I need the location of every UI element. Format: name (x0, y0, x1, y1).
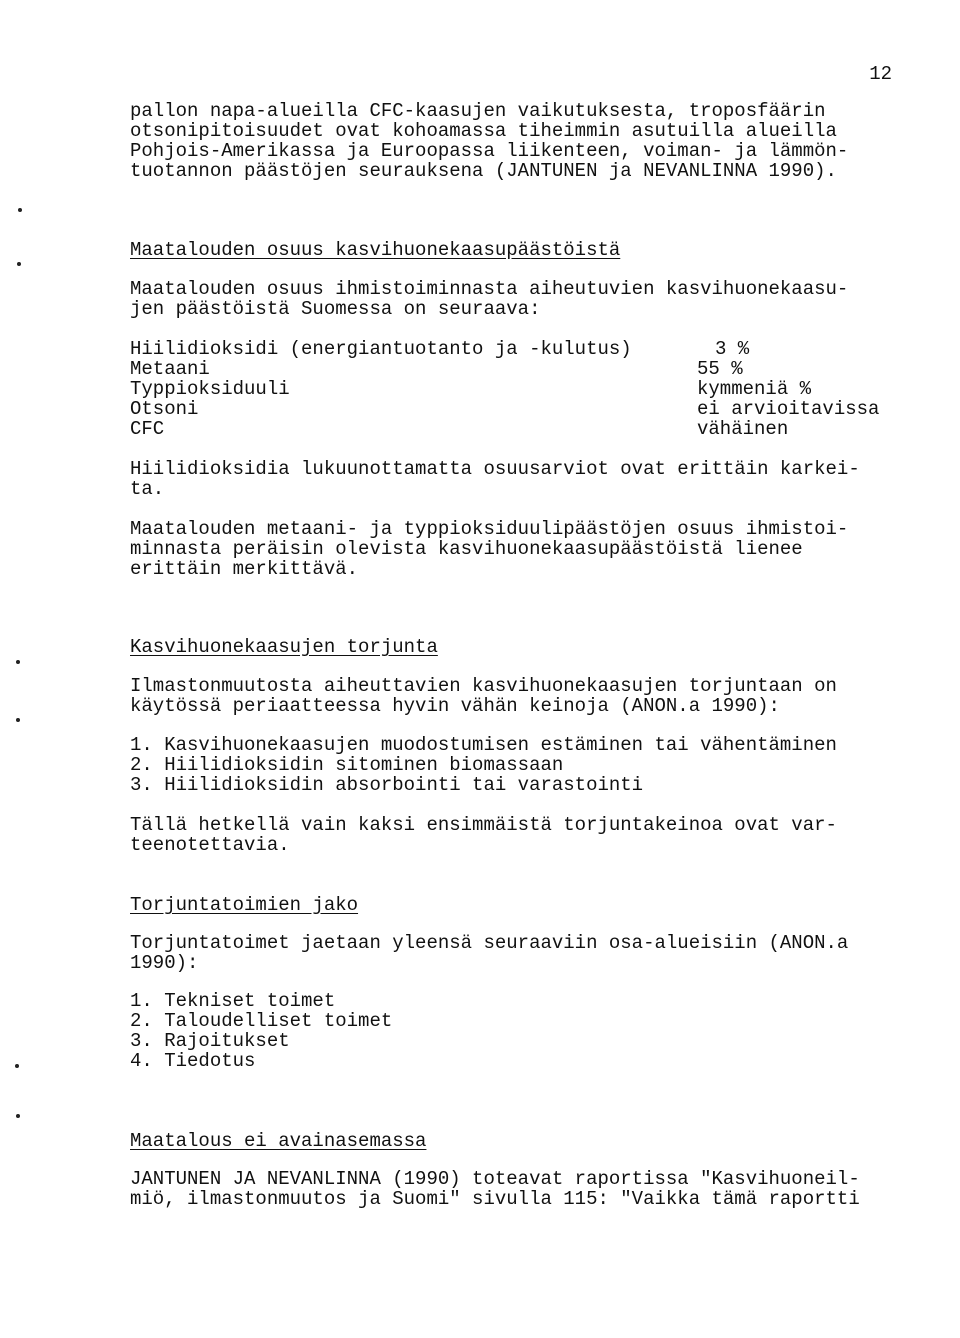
paragraph-line: Hiilidioksidia lukuunottamatta osuusarviot ovat erittäin karkei- (130, 458, 860, 480)
paragraph-line: Maatalouden osuus ihmistoiminnasta aiheutuvien kasvihuonekaasu- (130, 278, 849, 300)
section-heading-measures-division: Torjuntatoimien jako (130, 894, 359, 916)
scan-speck (16, 1114, 20, 1118)
gas-share: 3 % (715, 338, 750, 360)
emission-table-row (130, 339, 910, 359)
scan-speck (18, 208, 22, 212)
list-item: 2. Hiilidioksidin sitominen biomassaan (130, 754, 564, 776)
page-number: 12 (869, 63, 892, 85)
paragraph-line: JANTUNEN JA NEVANLINNA (1990) toteavat raportissa "Kasvihuoneil- (130, 1168, 860, 1190)
scan-speck (15, 1064, 19, 1068)
list-item: 3. Hiilidioksidin absorbointi tai varastointi (130, 774, 644, 796)
paragraph-line: erittäin merkittävä. (130, 558, 359, 580)
paragraph-line: Maatalouden metaani- ja typpioksiduulipäästöjen osuus ihmistoi- (130, 518, 849, 540)
gas-share: vähäinen (697, 418, 789, 440)
gas-label: Otsoni (130, 398, 199, 420)
scan-speck (17, 262, 21, 266)
emission-table-row (130, 399, 910, 419)
paragraph-line: käytössä periaatteessa hyvin vähän keinoja (ANON.a 1990): (130, 695, 780, 717)
scan-speck (16, 660, 20, 664)
gas-label: Metaani (130, 358, 210, 380)
paragraph-line: minnasta peräisin olevista kasvihuonekaasupäästöistä lienee (130, 538, 803, 560)
intro-line-4: tuotannon päästöjen seurauksena (JANTUNEN ja NEVANLINNA 1990). (130, 160, 837, 182)
list-item: 1. Kasvihuonekaasujen muodostumisen estäminen tai vähentäminen (130, 734, 837, 756)
intro-line-3: Pohjois-Amerikassa ja Euroopassa liikenteen, voiman- ja lämmön- (130, 140, 849, 162)
paragraph-line: Tällä hetkellä vain kaksi ensimmäistä torjuntakeinoa ovat var- (130, 814, 837, 836)
list-item: 2. Taloudelliset toimet (130, 1010, 393, 1032)
emission-table-row (130, 359, 910, 379)
intro-line-1: pallon napa-alueilla CFC-kaasujen vaikutuksesta, troposfäärin (130, 100, 826, 122)
gas-share: 55 % (697, 358, 743, 380)
intro-line-2: otsonipitoisuudet ovat kohoamassa tiheimmin asutuilla alueilla (130, 120, 837, 142)
gas-share: kymmeniä % (697, 378, 812, 400)
gas-label: CFC (130, 418, 165, 440)
paragraph-line: 1990): (130, 952, 199, 974)
emission-table-row (130, 379, 910, 399)
gas-label: Typpioksiduuli (130, 378, 290, 400)
list-item: 1. Tekniset toimet (130, 990, 336, 1012)
paragraph-line: teenotettavia. (130, 834, 290, 856)
emission-table-row (130, 419, 910, 439)
paragraph-line: jen päästöistä Suomessa on seuraava: (130, 298, 541, 320)
list-item: 3. Rajoitukset (130, 1030, 290, 1052)
gas-label: Hiilidioksidi (energiantuotanto ja -kulutus) (130, 338, 632, 360)
paragraph-line: ta. (130, 478, 165, 500)
scan-speck (16, 718, 20, 722)
section-heading-agriculture-not-key: Maatalous ei avainasemassa (130, 1130, 427, 1152)
paragraph-line: Torjuntatoimet jaetaan yleensä seuraaviin osa-alueisiin (ANON.a (130, 932, 849, 954)
section-heading-ghg-mitigation: Kasvihuonekaasujen torjunta (130, 636, 438, 658)
section-heading-agriculture-share: Maatalouden osuus kasvihuonekaasupäästöistä (130, 239, 621, 261)
gas-share: ei arvioitavissa (697, 398, 880, 420)
list-item: 4. Tiedotus (130, 1050, 256, 1072)
paragraph-line: Ilmastonmuutosta aiheuttavien kasvihuonekaasujen torjuntaan on (130, 675, 837, 697)
paragraph-line: miö, ilmastonmuutos ja Suomi" sivulla 115: "Vaikka tämä raportti (130, 1188, 860, 1210)
